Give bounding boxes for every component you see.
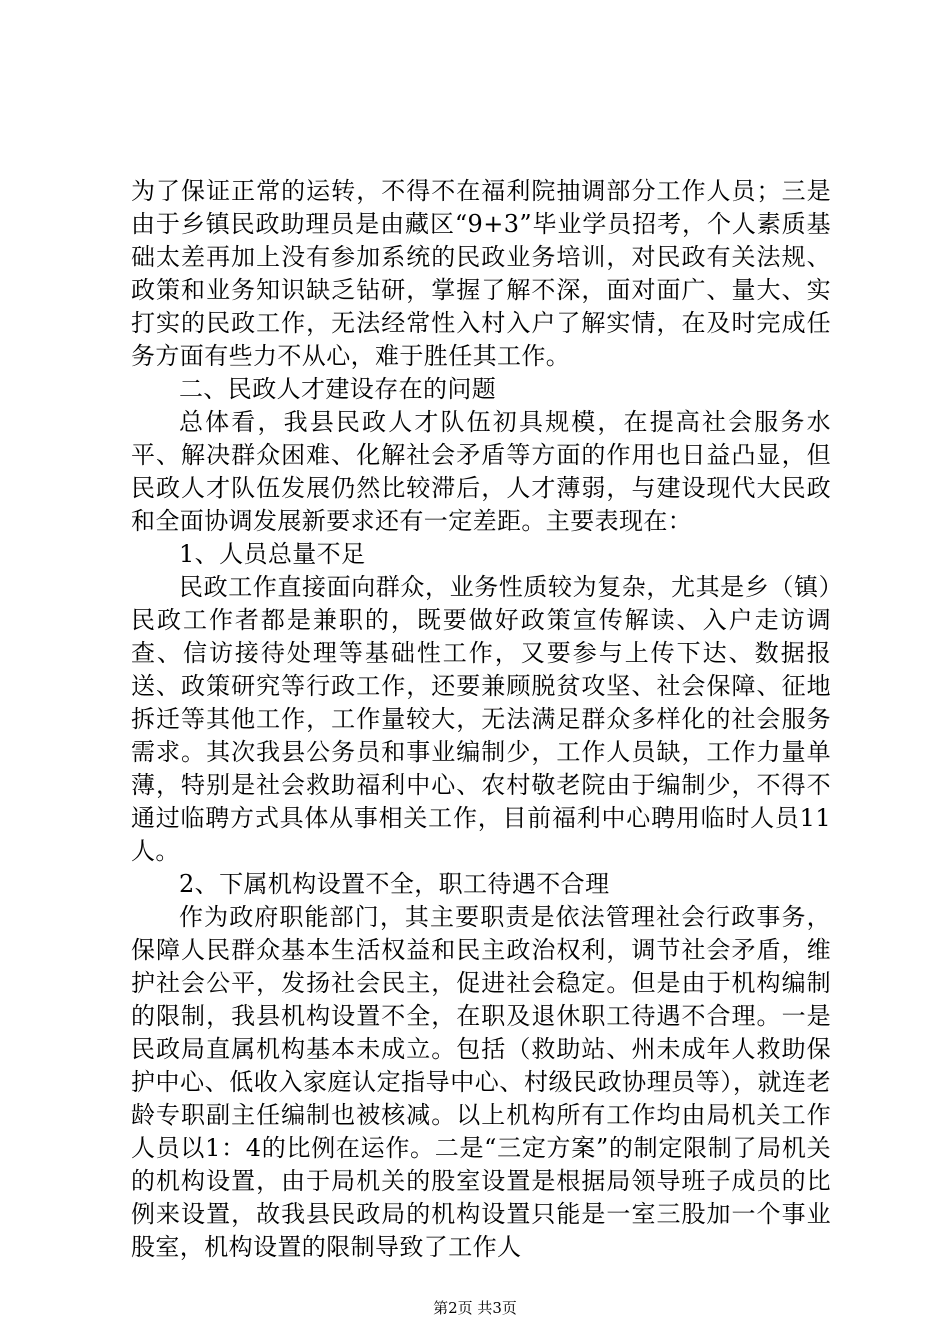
page-number-label: 第2页 共3页 [433,1299,517,1317]
page-footer [0,1298,950,1318]
paragraph-continued: 为了保证正常的运转，不得不在福利院抽调部分工作人员；三是由于乡镇民政助理员是由藏区“9+3”毕业学员招考，个人素质基础太差再加上没有参加系统的民政业务培训，对民政有关法规、政策和业务知识缺乏钻研，掌握了解不深，面对面广、量大、实打实的民政工作，无法经常性入村入户了解实情，在及时完成任务方面有些力不从心，难于胜任其工作。 [131,177,831,370]
paragraph-overview: 总体看，我县民政人才队伍初具规模，在提高社会服务水平、解决群众困难、化解社会矛盾等方面的作用也日益凸显，但民政人才队伍发展仍然比较滞后，人才薄弱，与建设现代大民政和全面协调发展新要求还有一定差距。主要表现在： [131,408,831,535]
paragraph-item-2: 作为政府职能部门，其主要职责是依法管理社会行政事务，保障人民群众基本生活权益和民主政治权利，调节社会矛盾，维护社会公平，发扬社会民主，促进社会稳定。但是由于机构编制的限制，我县机构设置不全，在职及退休职工待遇不合理。一是民政局直属机构基本未成立。包括（救助站、州未成年人救助保护中心、低收入家庭认定指导中心、村级民政协理员等），就连老龄专职副主任编制也被核减。以上机构所有工作均由局机关工作人员以1：4的比例在运作。二是“三定方案”的制定限制了局机关的机构设置，由于局机关的股室设置是根据局领导班子成员的比例来设置，故我县民政局的机构设置只能是一室三股加一个事业股室，机构设置的限制导致了工作人 [131,903,831,1261]
paragraph-item-1: 民政工作直接面向群众，业务性质较为复杂，尤其是乡（镇）民政工作者都是兼职的，既要做好政策宣传解读、入户走访调查、信访接待处理等基础性工作，又要参与上传下达、数据报送、政策研究等行政工作，还要兼顾脱贫攻坚、社会保障、征地拆迁等其他工作，工作量较大，无法满足群众多样化的社会服务需求。其次我县公务员和事业编制少，工作人员缺，工作力量单薄，特别是社会救助福利中心、农村敬老院由于编制少，不得不通过临聘方式具体从事相关工作，目前福利中心聘用临时人员11人。 [131,573,831,865]
subheading-item-1: 1、人员总量不足 [179,540,366,568]
section-heading-2: 二、民政人才建设存在的问题 [179,375,497,403]
document-body [131,175,831,1264]
subheading-item-2: 2、下属机构设置不全，职工待遇不合理 [179,870,610,898]
